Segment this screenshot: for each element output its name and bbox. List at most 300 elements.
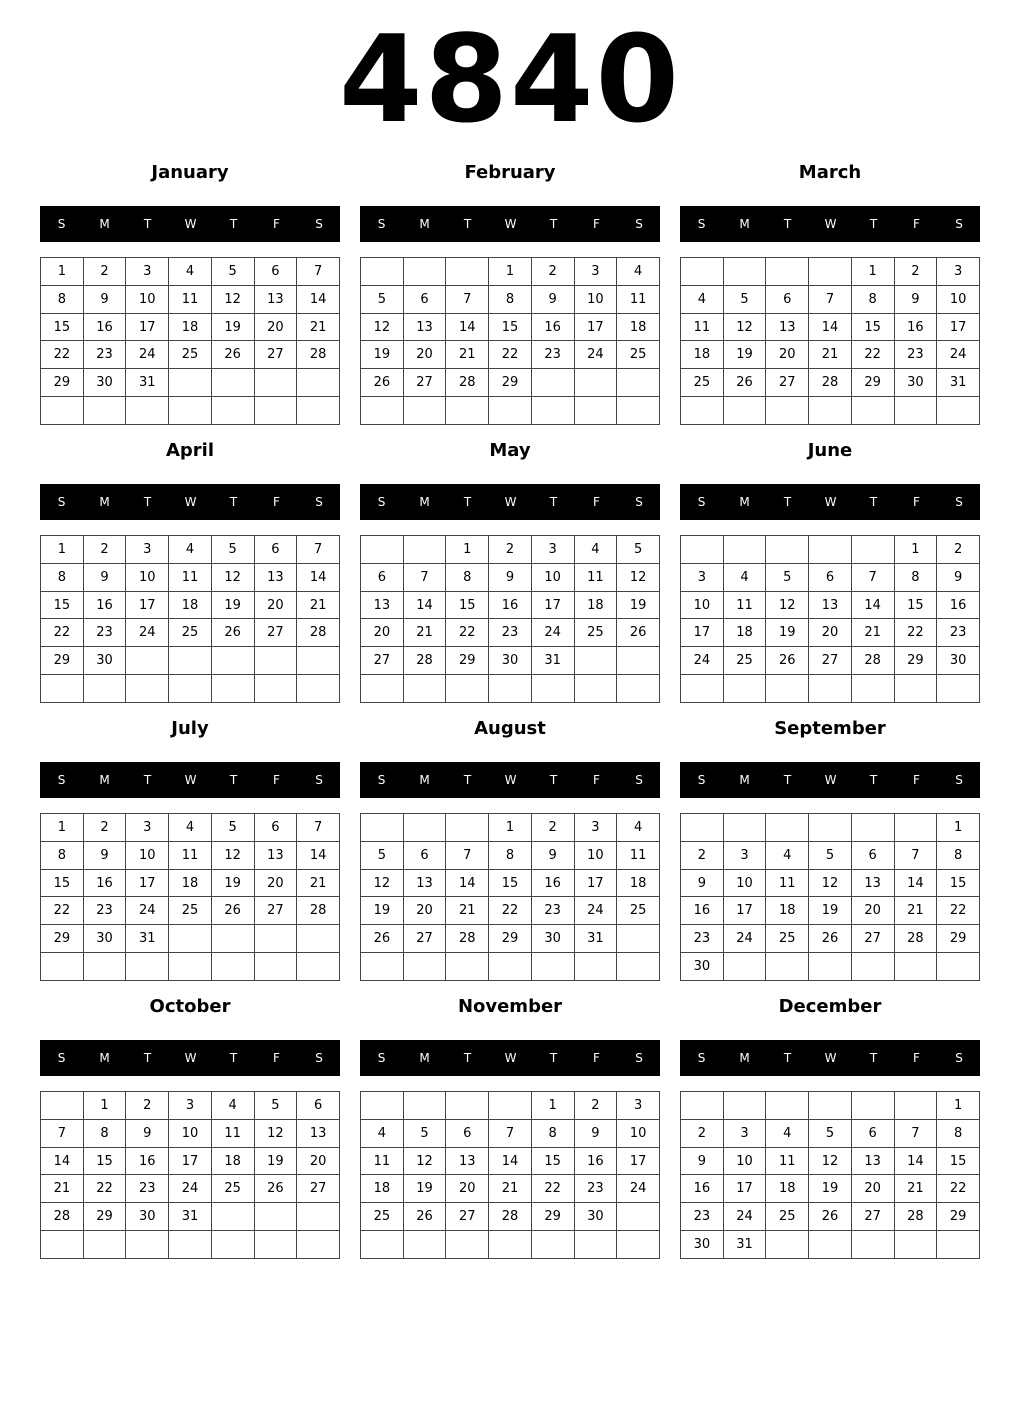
weekday-label: T [229, 773, 238, 787]
day-cell: 14 [851, 591, 894, 619]
day-cell: 3 [126, 536, 169, 564]
day-cell: 21 [446, 341, 489, 369]
weekday-label: T [229, 217, 238, 231]
month-name: July [171, 718, 209, 739]
day-cell [617, 369, 660, 397]
day-cell: 15 [41, 591, 84, 619]
weekday-label: T [143, 773, 152, 787]
day-cell [574, 1231, 617, 1259]
day-cell: 10 [723, 869, 766, 897]
day-cell [809, 675, 852, 703]
day-cell: 7 [297, 258, 340, 286]
weekday-label: F [273, 1051, 280, 1065]
weekday-label: W [824, 773, 837, 787]
day-cell [446, 397, 489, 425]
day-cell: 9 [894, 285, 937, 313]
day-cell [809, 397, 852, 425]
day-grid [40, 813, 340, 981]
day-cell: 6 [766, 285, 809, 313]
day-grid [680, 535, 980, 703]
day-cell [489, 1231, 532, 1259]
day-cell: 22 [489, 897, 532, 925]
week-row [681, 369, 980, 397]
day-cell [211, 397, 254, 425]
week-row [41, 341, 340, 369]
weekday-label: T [869, 495, 878, 509]
day-cell: 9 [937, 563, 980, 591]
day-cell: 20 [254, 591, 297, 619]
day-cell: 22 [937, 897, 980, 925]
day-grid [360, 535, 660, 703]
weekday-label: T [229, 495, 238, 509]
week-row [681, 285, 980, 313]
day-cell: 2 [83, 258, 126, 286]
day-cell [83, 1231, 126, 1259]
week-row [41, 563, 340, 591]
day-cell [681, 397, 724, 425]
day-cell: 6 [851, 1119, 894, 1147]
week-row [681, 647, 980, 675]
day-cell: 27 [254, 619, 297, 647]
weekday-label: W [184, 217, 197, 231]
day-cell: 31 [169, 1203, 212, 1231]
day-cell: 12 [211, 285, 254, 313]
weekday-label: S [315, 773, 323, 787]
weekday-label: M [739, 495, 750, 509]
day-cell: 25 [361, 1203, 404, 1231]
day-cell: 24 [574, 897, 617, 925]
day-cell: 12 [809, 1147, 852, 1175]
weekday-label: W [824, 495, 837, 509]
day-cell: 11 [361, 1147, 404, 1175]
day-cell: 15 [851, 313, 894, 341]
day-cell: 12 [254, 1119, 297, 1147]
month-name: March [798, 162, 862, 183]
day-cell [617, 675, 660, 703]
day-cell: 8 [83, 1119, 126, 1147]
day-cell: 13 [254, 285, 297, 313]
week-row [361, 1203, 660, 1231]
day-cell: 15 [894, 591, 937, 619]
day-cell: 28 [446, 369, 489, 397]
day-cell [297, 675, 340, 703]
weekday-label: S [315, 495, 323, 509]
day-cell: 23 [83, 619, 126, 647]
weekday-label: S [315, 217, 323, 231]
day-cell: 26 [254, 1175, 297, 1203]
day-cell: 24 [126, 897, 169, 925]
weekday-label: M [419, 773, 430, 787]
day-cell: 3 [126, 258, 169, 286]
day-cell [41, 1092, 84, 1120]
day-cell: 20 [809, 619, 852, 647]
day-cell [169, 1231, 212, 1259]
day-cell: 25 [723, 647, 766, 675]
month-name: June [807, 440, 853, 461]
day-cell: 11 [723, 591, 766, 619]
weekday-label: M [419, 217, 430, 231]
day-cell: 17 [169, 1147, 212, 1175]
weekday-label: T [783, 1051, 792, 1065]
day-cell: 26 [809, 1203, 852, 1231]
day-cell: 25 [766, 1203, 809, 1231]
day-cell: 10 [723, 1147, 766, 1175]
day-cell: 18 [681, 341, 724, 369]
day-cell: 16 [894, 313, 937, 341]
day-cell: 2 [937, 536, 980, 564]
day-cell: 18 [617, 869, 660, 897]
day-cell: 17 [126, 313, 169, 341]
day-grid [680, 1091, 980, 1259]
weekday-label: T [549, 217, 558, 231]
day-cell [809, 1092, 852, 1120]
day-cell: 9 [531, 841, 574, 869]
day-cell: 22 [937, 1175, 980, 1203]
day-cell: 16 [83, 313, 126, 341]
day-cell [809, 1231, 852, 1259]
day-cell: 15 [446, 591, 489, 619]
day-cell: 4 [361, 1119, 404, 1147]
day-cell: 19 [211, 313, 254, 341]
day-cell [531, 675, 574, 703]
day-cell [83, 953, 126, 981]
day-cell [617, 1203, 660, 1231]
day-cell [766, 675, 809, 703]
day-cell: 16 [574, 1147, 617, 1175]
day-cell: 18 [169, 869, 212, 897]
day-cell: 25 [617, 341, 660, 369]
day-cell: 2 [531, 814, 574, 842]
weekday-label: W [184, 495, 197, 509]
day-cell [851, 953, 894, 981]
day-cell: 12 [361, 869, 404, 897]
day-cell: 29 [41, 647, 84, 675]
day-cell: 16 [681, 897, 724, 925]
day-cell: 30 [489, 647, 532, 675]
week-row [41, 1231, 340, 1259]
week-row [41, 1203, 340, 1231]
day-cell: 30 [937, 647, 980, 675]
day-cell: 17 [574, 869, 617, 897]
day-cell [574, 953, 617, 981]
day-cell: 7 [446, 841, 489, 869]
day-cell [211, 675, 254, 703]
day-cell: 26 [403, 1203, 446, 1231]
week-row [681, 869, 980, 897]
day-cell: 12 [766, 591, 809, 619]
day-cell: 22 [894, 619, 937, 647]
day-cell: 9 [574, 1119, 617, 1147]
day-cell: 16 [83, 591, 126, 619]
weekday-label: F [273, 217, 280, 231]
day-cell: 28 [851, 647, 894, 675]
weekday-label: S [697, 217, 706, 231]
day-cell: 16 [681, 1175, 724, 1203]
day-cell [254, 397, 297, 425]
day-cell: 18 [723, 619, 766, 647]
day-cell [937, 675, 980, 703]
day-cell: 28 [297, 619, 340, 647]
day-cell [254, 925, 297, 953]
day-cell [766, 814, 809, 842]
weekday-header [360, 762, 660, 798]
day-cell [894, 953, 937, 981]
week-row [41, 369, 340, 397]
weekday-label: S [315, 1051, 323, 1065]
day-cell [211, 647, 254, 675]
weekday-label: M [419, 1051, 430, 1065]
day-cell: 13 [361, 591, 404, 619]
day-cell: 15 [83, 1147, 126, 1175]
week-row [361, 897, 660, 925]
day-cell [894, 397, 937, 425]
day-cell [169, 675, 212, 703]
week-row [681, 897, 980, 925]
day-cell: 13 [446, 1147, 489, 1175]
month-name: May [489, 440, 531, 461]
day-cell: 22 [41, 341, 84, 369]
day-cell: 5 [403, 1119, 446, 1147]
weekday-label: T [869, 1051, 878, 1065]
week-row [361, 369, 660, 397]
weekday-label: W [504, 217, 517, 231]
day-cell: 7 [297, 814, 340, 842]
day-cell [446, 1231, 489, 1259]
weekday-label: F [273, 495, 280, 509]
day-cell: 22 [489, 341, 532, 369]
day-cell [297, 1231, 340, 1259]
day-cell: 8 [851, 285, 894, 313]
day-cell [937, 1231, 980, 1259]
day-cell [574, 647, 617, 675]
weekday-label: T [463, 217, 472, 231]
day-cell: 19 [211, 869, 254, 897]
day-cell: 27 [851, 1203, 894, 1231]
weekday-label: F [593, 773, 600, 787]
day-cell: 23 [681, 1203, 724, 1231]
day-cell: 24 [574, 341, 617, 369]
week-row [41, 675, 340, 703]
day-cell: 30 [894, 369, 937, 397]
day-cell: 7 [489, 1119, 532, 1147]
weekday-label: S [377, 1051, 386, 1065]
week-row [361, 1175, 660, 1203]
week-row [681, 313, 980, 341]
week-row [41, 1119, 340, 1147]
day-cell [254, 953, 297, 981]
day-cell: 14 [894, 869, 937, 897]
weekday-label: T [463, 773, 472, 787]
day-cell: 19 [723, 341, 766, 369]
day-cell: 29 [41, 925, 84, 953]
weekday-label: S [377, 495, 386, 509]
weekday-label: W [184, 1051, 197, 1065]
week-row [681, 675, 980, 703]
day-cell: 11 [574, 563, 617, 591]
day-cell: 30 [574, 1203, 617, 1231]
day-cell: 24 [126, 341, 169, 369]
week-row [361, 1092, 660, 1120]
day-cell: 28 [894, 1203, 937, 1231]
day-cell [41, 397, 84, 425]
weekday-label: S [57, 495, 66, 509]
day-cell: 16 [489, 591, 532, 619]
day-cell: 14 [297, 841, 340, 869]
week-row [41, 313, 340, 341]
day-cell [83, 397, 126, 425]
weekday-label: M [419, 495, 430, 509]
day-cell: 4 [766, 841, 809, 869]
day-cell [809, 953, 852, 981]
weekday-header [680, 762, 980, 798]
day-cell [723, 675, 766, 703]
day-cell: 30 [531, 925, 574, 953]
weekday-label: S [377, 217, 386, 231]
day-grid [680, 257, 980, 425]
weekday-label: M [99, 217, 110, 231]
day-cell: 5 [361, 841, 404, 869]
day-cell [41, 675, 84, 703]
weekday-label: T [783, 773, 792, 787]
week-row [361, 397, 660, 425]
day-cell: 21 [851, 619, 894, 647]
weekday-label: T [783, 495, 792, 509]
day-cell: 4 [169, 536, 212, 564]
day-cell [254, 647, 297, 675]
day-cell: 6 [403, 841, 446, 869]
week-row [681, 619, 980, 647]
week-row [681, 563, 980, 591]
day-grid [680, 813, 980, 981]
day-cell: 1 [41, 258, 84, 286]
day-cell: 25 [169, 341, 212, 369]
day-cell [83, 675, 126, 703]
day-cell: 16 [126, 1147, 169, 1175]
day-cell [169, 925, 212, 953]
day-cell [361, 397, 404, 425]
day-cell: 8 [489, 841, 532, 869]
day-cell: 31 [723, 1231, 766, 1259]
day-cell: 2 [126, 1092, 169, 1120]
day-cell: 21 [446, 897, 489, 925]
day-cell: 12 [361, 313, 404, 341]
day-cell: 11 [211, 1119, 254, 1147]
week-row [361, 869, 660, 897]
day-cell [254, 1231, 297, 1259]
day-cell [766, 1231, 809, 1259]
day-cell: 18 [169, 313, 212, 341]
day-cell: 29 [83, 1203, 126, 1231]
weekday-label: S [697, 495, 706, 509]
day-cell [446, 675, 489, 703]
day-cell [574, 397, 617, 425]
week-row [361, 1231, 660, 1259]
weekday-label: W [504, 495, 517, 509]
day-cell: 11 [169, 285, 212, 313]
day-cell: 22 [446, 619, 489, 647]
day-cell: 21 [894, 897, 937, 925]
day-cell [723, 1092, 766, 1120]
day-cell: 20 [403, 897, 446, 925]
day-cell: 3 [723, 1119, 766, 1147]
day-cell: 18 [361, 1175, 404, 1203]
day-cell: 23 [531, 341, 574, 369]
day-cell [617, 647, 660, 675]
day-cell: 1 [894, 536, 937, 564]
weekday-label: F [273, 773, 280, 787]
month-name: August [474, 718, 546, 739]
day-cell: 25 [617, 897, 660, 925]
day-cell: 24 [937, 341, 980, 369]
day-cell: 2 [83, 814, 126, 842]
day-cell: 23 [489, 619, 532, 647]
week-row [41, 925, 340, 953]
day-cell: 1 [41, 814, 84, 842]
day-cell [723, 953, 766, 981]
week-row [361, 925, 660, 953]
week-row [361, 814, 660, 842]
day-cell [297, 953, 340, 981]
weekday-label: S [697, 773, 706, 787]
day-cell: 31 [126, 369, 169, 397]
day-cell: 13 [254, 563, 297, 591]
day-cell: 14 [403, 591, 446, 619]
day-cell: 24 [169, 1175, 212, 1203]
day-cell: 2 [83, 536, 126, 564]
day-cell [851, 397, 894, 425]
weekday-label: M [739, 773, 750, 787]
weekday-label: T [463, 495, 472, 509]
day-cell: 26 [723, 369, 766, 397]
day-cell: 25 [681, 369, 724, 397]
day-cell [254, 369, 297, 397]
weekday-header [40, 1040, 340, 1076]
day-cell: 20 [254, 869, 297, 897]
day-cell [403, 1092, 446, 1120]
day-cell [211, 369, 254, 397]
day-cell: 26 [766, 647, 809, 675]
week-row [681, 591, 980, 619]
day-cell: 20 [766, 341, 809, 369]
weekday-header [360, 1040, 660, 1076]
day-cell: 3 [531, 536, 574, 564]
weekday-label: T [549, 773, 558, 787]
day-cell: 19 [809, 1175, 852, 1203]
day-cell [489, 953, 532, 981]
day-cell: 6 [446, 1119, 489, 1147]
day-cell: 3 [574, 814, 617, 842]
day-cell: 10 [681, 591, 724, 619]
day-cell: 1 [531, 1092, 574, 1120]
day-cell [766, 1092, 809, 1120]
day-cell [403, 953, 446, 981]
day-cell: 24 [126, 619, 169, 647]
day-cell: 28 [446, 925, 489, 953]
weekday-header [40, 762, 340, 798]
day-cell: 17 [681, 619, 724, 647]
week-row [681, 953, 980, 981]
day-cell: 9 [83, 563, 126, 591]
day-cell: 7 [851, 563, 894, 591]
week-row [681, 341, 980, 369]
day-cell: 11 [169, 563, 212, 591]
day-cell: 30 [681, 953, 724, 981]
weekday-header [40, 484, 340, 520]
day-cell: 11 [681, 313, 724, 341]
day-cell: 4 [617, 258, 660, 286]
day-cell [446, 814, 489, 842]
day-cell: 9 [83, 841, 126, 869]
